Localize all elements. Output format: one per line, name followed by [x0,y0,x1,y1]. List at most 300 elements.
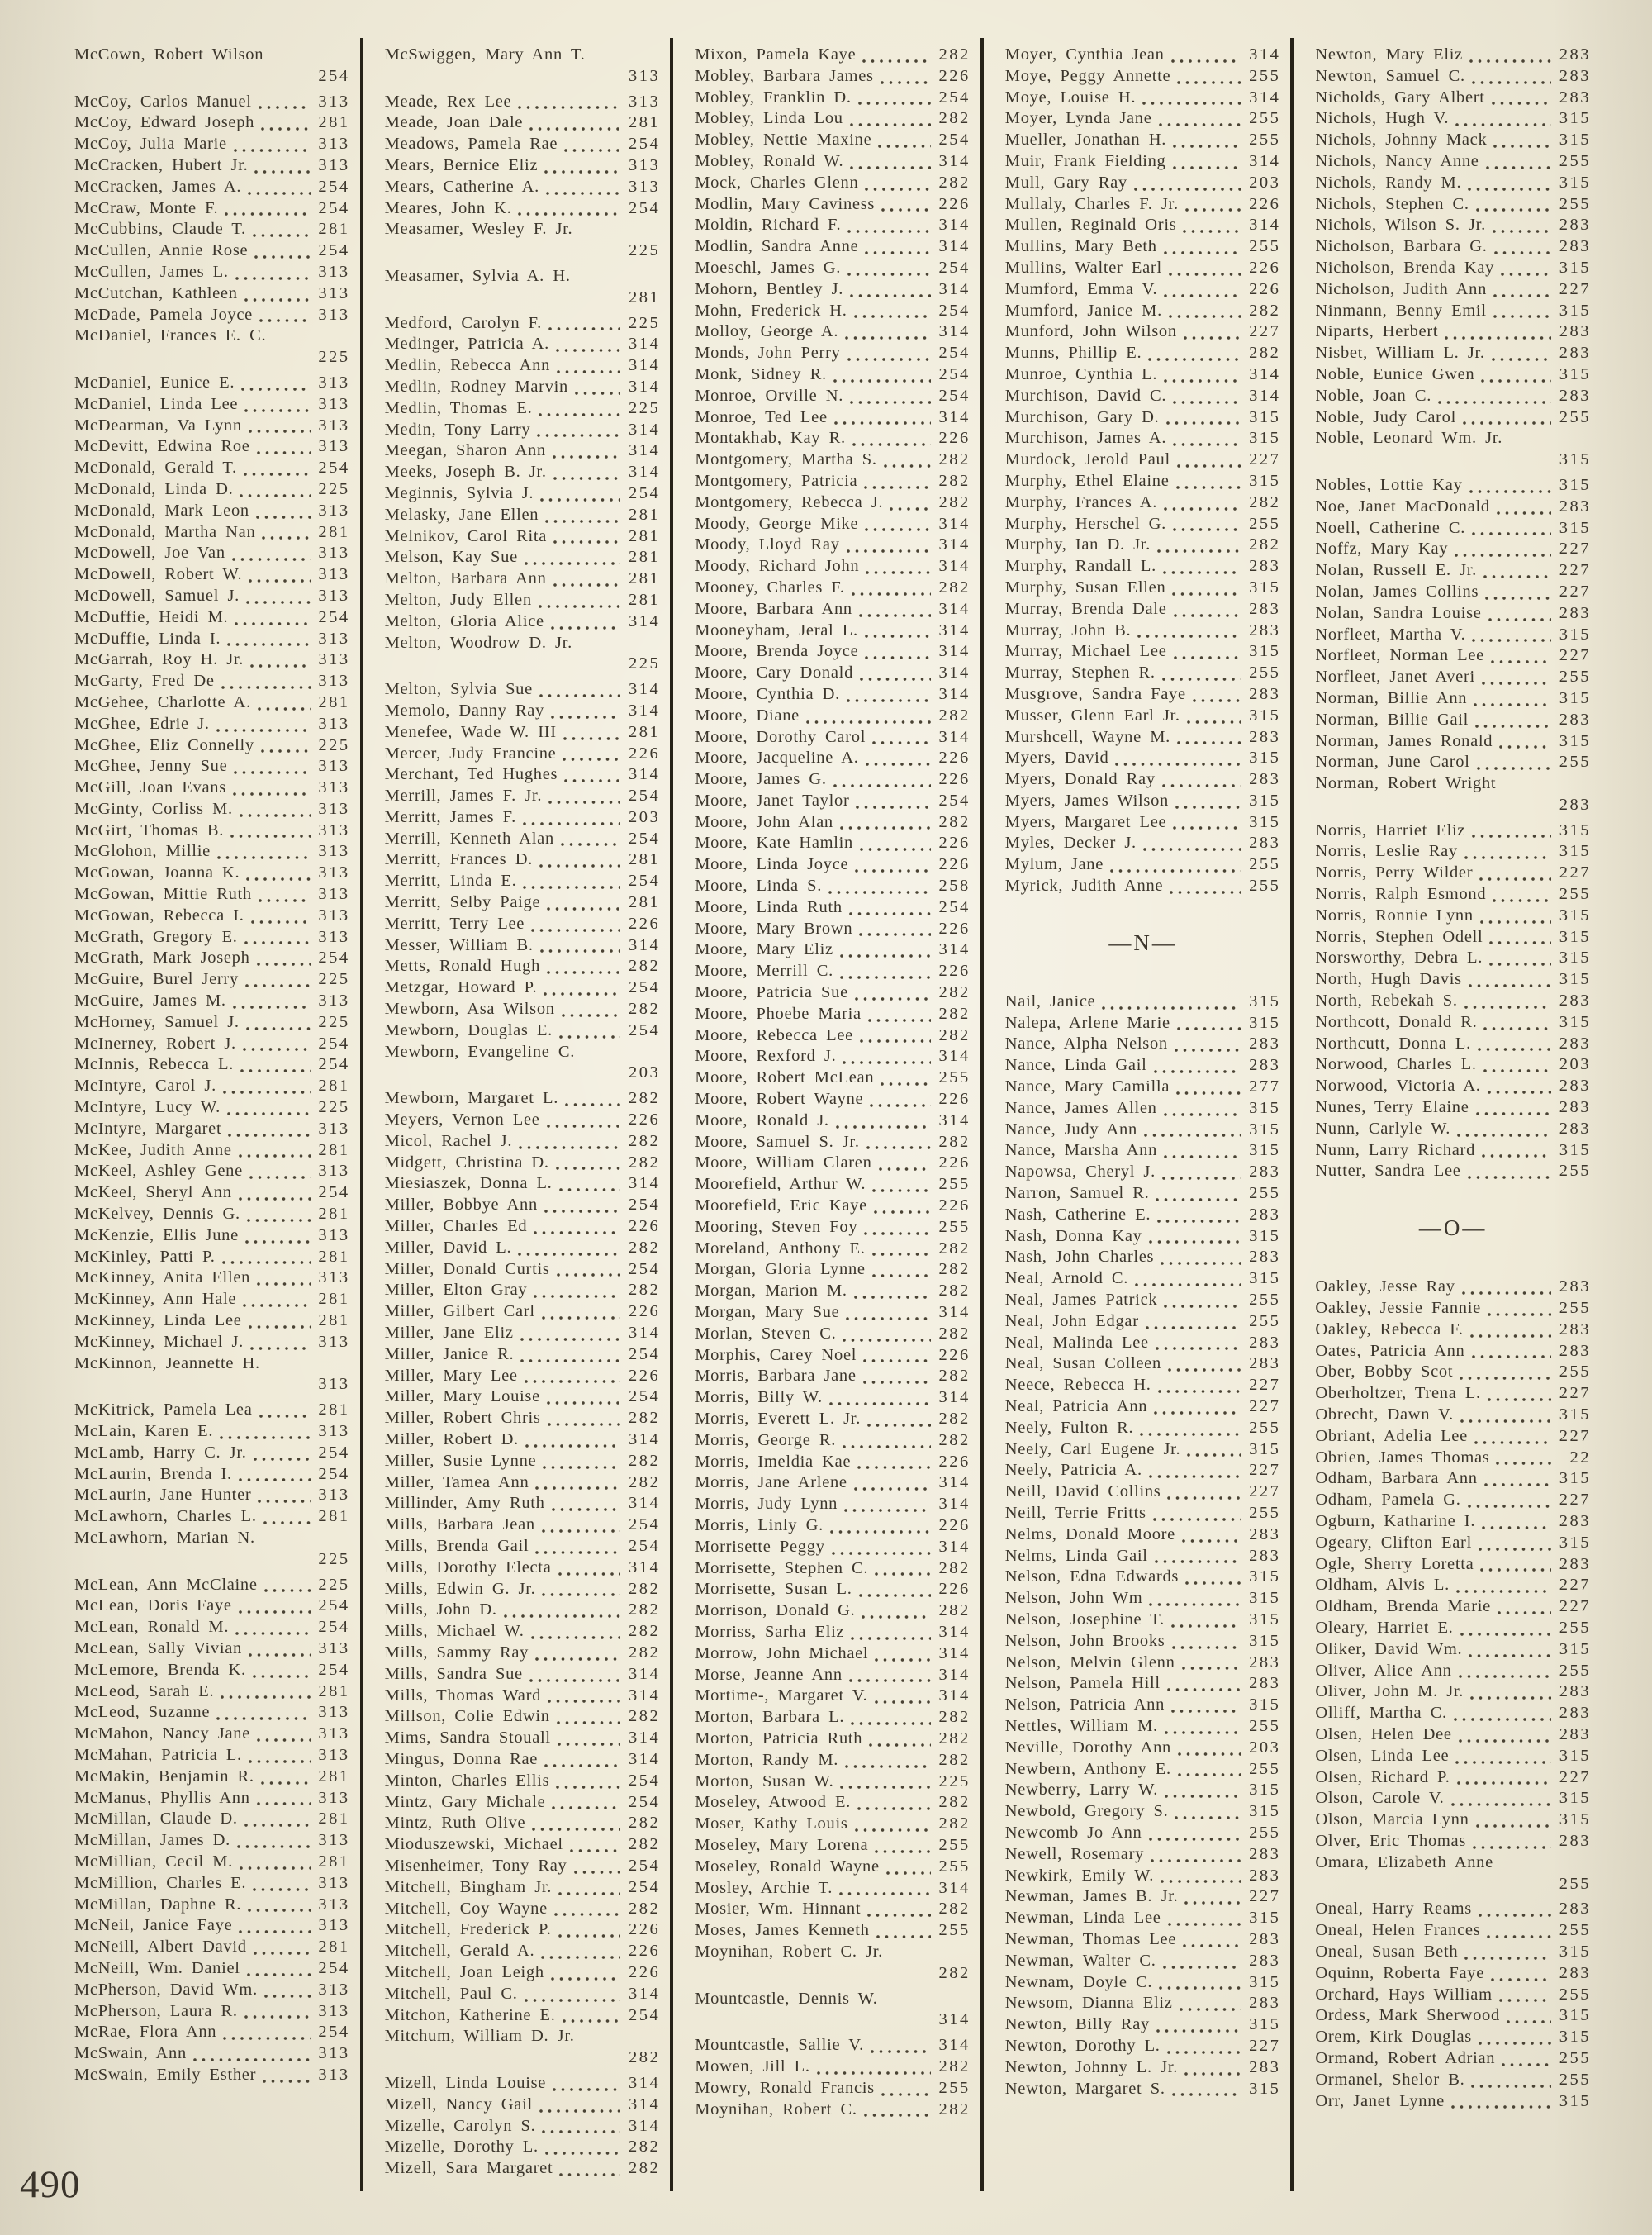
entry-page-number: 314 [628,441,661,460]
entry-name: McIntyre, Margaret [74,1119,222,1138]
entry-page-number: 283 [1249,1163,1281,1182]
dot-leader [553,467,621,483]
entry-name: Norman, James Ronald [1315,731,1493,750]
entry-name: McKenzie, Ellis June [74,1225,239,1244]
entry-page-number: 283 [1559,216,1591,235]
index-entry [695,1025,971,1047]
index-entry [695,919,971,940]
entry-page-number: 255 [938,1835,971,1854]
dot-leader [233,761,310,777]
index-entry [1315,1277,1591,1298]
entry-page-number: 255 [1559,668,1591,687]
dot-leader [1467,178,1551,194]
index-entry [74,1809,350,1830]
entry-page-number: 255 [938,1921,971,1940]
dot-leader [869,1094,930,1110]
entry-name: Norwood, Victoria A. [1315,1077,1481,1096]
dot-leader [244,931,311,948]
index-entry [695,1387,971,1409]
entry-name: McLain, Karen E. [74,1422,214,1440]
dot-leader [235,267,311,283]
entry-page-number: 283 [1559,1554,1591,1573]
entry-page-number: 255 [1559,2070,1591,2089]
entry-page-number: 283 [1559,1277,1591,1296]
dot-leader [518,1136,620,1153]
dot-leader [1483,1059,1551,1076]
entry-name: Misenheimer, Tony Ray [384,1856,567,1875]
dot-leader [1179,1998,1241,2014]
entry-page-number: 313 [318,305,350,324]
index-entry [695,1089,971,1110]
index-entry [74,1958,350,1980]
entry-name: Morrisette Peggy [695,1537,825,1556]
entry-page-number: 255 [938,1217,971,1236]
entry-name: Miller, Robert D. [384,1430,520,1448]
dot-leader [1163,497,1241,514]
index-entry [1315,625,1591,646]
entry-name: McGhee, Edrie J. [74,714,210,733]
index-entry [1315,364,1591,386]
entry-name: McCracken, Hubert Jr. [74,155,249,174]
entry-name: Morris, Jane Arlene [695,1473,847,1492]
entry-name: Moser, Kathy Louis [695,1814,848,1833]
entry-name: Mobley, Linda Lou [695,109,843,128]
dot-leader [1493,241,1551,258]
entry-page-number: 282 [628,1451,661,1470]
index-entry [695,1494,971,1515]
entry-name: Miller, Robert Chris [384,1409,541,1428]
index-entry [74,1204,350,1225]
index-entry [1005,1375,1281,1396]
index-entry [1315,66,1591,88]
index-entry [385,1408,661,1429]
entry-page-number: 283 [1249,1034,1281,1053]
entry-name: Munford, John Wilson [1004,322,1177,341]
index-entry [1005,876,1281,897]
index-entry [695,1132,971,1153]
index-entry [695,471,971,492]
dot-leader [245,868,310,884]
index-entry [695,854,971,876]
index-entry [1315,1054,1591,1076]
entry-page-number: 254 [318,949,350,968]
entry-page-number: 254 [628,1877,661,1896]
entry-page-number: 282 [628,1835,661,1854]
dot-leader [1152,1508,1241,1524]
entry-name: Morton, Patricia Ruth [695,1729,863,1748]
index-entry [1005,1908,1281,1929]
entry-name: Newton, Dorothy L. [1004,2036,1161,2055]
index-entry [1315,2005,1591,2027]
index-entry [695,1110,971,1132]
dot-leader [833,369,931,386]
entry-name: Myers, James Wilson [1004,791,1169,810]
index-entry [74,394,350,416]
dot-leader [865,561,930,578]
index-entry [695,1600,971,1622]
index-entry [74,1937,350,1958]
dot-leader [1462,411,1551,428]
entry-page-number: 315 [1249,578,1281,597]
entry-name: Moore, Dorothy Carol [695,727,866,746]
entry-name: Norris, Perry Wilder [1315,863,1474,882]
index-entry [1315,1899,1591,1920]
entry-page-number: 314 [938,1495,971,1514]
entry-name: Olliff, Martha C. [1315,1704,1447,1723]
dot-leader [1142,92,1241,108]
index-entry [385,155,661,177]
index-entry [695,1472,971,1494]
index-entry [385,219,661,240]
entry-page-number: 313 [318,1422,350,1440]
index-entry [1005,1396,1281,1418]
entry-page-number: 254 [628,483,661,502]
index-entry [385,1515,661,1536]
entry-page-number: 255 [938,1857,971,1876]
dot-leader [1458,1729,1551,1746]
entry-name: Mizelle, Carolyn S. [384,2116,536,2135]
dot-leader [1182,1934,1241,1951]
entry-page-number: 315 [1249,429,1281,448]
entry-page-number: 255 [1559,1299,1591,1318]
entry-name: Mills, Dorothy Electa [384,1557,552,1576]
index-entry [385,1216,661,1238]
entry-page-number: 281 [318,1400,350,1419]
index-entry [74,155,350,177]
dot-leader [871,731,931,748]
index-entry [1315,215,1591,236]
entry-name: Oldham, Alvis L. [1315,1576,1450,1595]
index-entry [74,1767,350,1788]
dot-leader [550,706,620,722]
entry-name: Nunn, Carlyle W. [1315,1119,1451,1138]
dot-leader [544,2142,620,2158]
dot-leader [542,1456,620,1472]
index-entry [385,1020,661,1042]
entry-page-number: 313 [318,927,350,946]
dot-leader [1479,1558,1551,1575]
entry-page-number: 314 [628,1686,661,1705]
index-entry [1315,731,1591,753]
entry-name: Nicholson, Judith Ann [1315,279,1488,298]
entry-page-number: 282 [938,1793,971,1812]
index-entry [74,1421,350,1443]
entry-name: Newnam, Doyle C. [1004,1972,1153,1991]
entry-page-number: 226 [628,1302,661,1321]
dot-leader [1148,1465,1241,1481]
dot-leader [257,1490,310,1506]
entry-name: Ormanel, Shelor B. [1315,2070,1465,2089]
index-entry [74,607,350,629]
entry-page-number: 315 [1249,1610,1281,1629]
entry-page-number: 227 [1249,450,1281,469]
entry-page-number: 315 [1559,625,1591,644]
index-entry [385,266,661,288]
index-entry [695,1239,971,1260]
entry-name: Moore, William Claren [695,1153,872,1172]
entry-name: Moody, Lloyd Ray [695,535,840,554]
entry-page-number: 315 [1559,1810,1591,1829]
entry-name: Nelson, John Wm [1004,1589,1143,1608]
entry-page-number: 314 [938,2036,971,2055]
dot-leader [1464,846,1551,863]
index-entry [1315,194,1591,216]
entry-name: Moye, Louise H. [1004,88,1137,107]
index-entry [385,92,661,113]
index-entry [74,1830,350,1852]
index-entry-continuation [385,240,661,262]
index-entry [74,735,350,757]
dot-leader [261,526,310,543]
entry-name: Norman, Billie Ann [1315,688,1468,707]
entry-name: Nance, Alpha Nelson [1004,1034,1168,1053]
entry-page-number: 281 [628,288,661,307]
index-entry [385,764,661,786]
entry-name: Noble, Joan C. [1315,386,1432,405]
entry-name: Morrow, John Michael [695,1643,869,1662]
entry-page-number: 314 [938,1473,971,1492]
index-entry [1315,1298,1591,1320]
index-entry [74,522,350,544]
entry-name: Messer, William B. [384,935,534,954]
entry-name: Mintz, Ruth Olive [384,1814,526,1833]
entry-name: Narron, Samuel R. [1004,1184,1150,1203]
dot-leader [260,117,310,134]
entry-page-number: 315 [1559,450,1591,469]
dot-leader [1476,757,1551,773]
index-entry [1005,1801,1281,1823]
index-entry [385,2116,661,2138]
entry-name: Mohorn, Bentley J. [695,279,844,298]
entry-name: Moseley, Mary Lorena [695,1835,869,1854]
dot-leader [263,1985,311,2001]
index-entry [695,1665,971,1686]
entry-name: Nichols, Randy M. [1315,173,1462,192]
index-entry [74,2043,350,2065]
index-entry [74,991,350,1012]
entry-page-number: 315 [1249,1269,1281,1288]
index-entry [1315,1703,1591,1724]
entry-page-number: 254 [628,2005,661,2024]
entry-page-number: 203 [1559,1055,1591,1074]
entry-name: McKinnon, Jeannette H. [74,1353,260,1372]
dot-leader [547,1690,620,1706]
index-entry [74,820,350,842]
entry-page-number: 315 [1249,2079,1281,2098]
entry-name: Oneal, Helen Frances [1315,1921,1481,1940]
entry-page-number: 314 [628,335,661,354]
entry-page-number: 315 [1249,1120,1281,1139]
index-entry [1005,621,1281,642]
dot-leader [1481,1516,1551,1533]
entry-page-number: 314 [938,727,971,746]
index-entry [74,1895,350,1916]
entry-name: Mioduszewski, Michael [384,1835,563,1854]
dot-leader [254,160,310,177]
index-entry [695,982,971,1004]
dot-leader [866,1414,931,1430]
entry-name: Nicholson, Brenda Kay [1315,258,1495,277]
entry-page-number: 282 [628,1238,661,1257]
entry-page-number: 254 [318,66,350,85]
dot-leader [1163,284,1241,301]
entry-name: Morrison, Donald G. [695,1601,856,1620]
dot-leader [829,1520,931,1537]
index-entry [1315,539,1591,560]
index-entry [385,1728,661,1749]
entry-name: Neal, John Edgar [1004,1311,1139,1330]
entry-page-number: 225 [318,348,350,367]
entry-name: Norris, Harriet Eliz [1315,820,1466,839]
entry-name: McGuire, Burel Jerry [74,970,239,989]
entry-name: Moore, Ronald J. [695,1110,829,1129]
index-entry [74,884,350,906]
entry-page-number: 314 [938,151,971,170]
entry-name: Morgan, Gloria Lynne [695,1260,866,1279]
entry-name: Nance, Mary Camilla [1004,1077,1170,1096]
index-entry [1315,1320,1591,1341]
entry-name: Nettles, William M. [1004,1716,1158,1735]
entry-page-number: 254 [628,872,661,891]
entry-page-number: 282 [628,1409,661,1428]
entry-page-number: 314 [628,1494,661,1513]
entry-name: Merritt, James F. [384,807,516,826]
entry-page-number: 315 [1559,1405,1591,1424]
index-entry [695,1430,971,1452]
index-entry [74,906,350,927]
entry-page-number: 314 [628,420,661,439]
entry-page-number: 255 [1249,1716,1281,1735]
entry-name: Northcutt, Donna L. [1315,1034,1471,1053]
index-entry [695,1409,971,1430]
entry-name: McMillan, James D. [74,1831,230,1850]
entry-name: Newell, Rosemary [1004,1844,1145,1863]
dot-leader [1156,2019,1241,2036]
entry-name: Murray, Brenda Dale [1004,599,1167,618]
entry-page-number: 254 [318,198,350,217]
dot-leader [1488,931,1551,948]
entry-name: Minton, Charles Ellis [384,1771,550,1790]
entry-name: McMillan, Daphne R. [74,1895,242,1914]
index-entry [385,999,661,1020]
entry-page-number: 227 [1559,561,1591,580]
index-entry [1005,2014,1281,2036]
entry-name: McNeill, Albert David [74,1938,247,1957]
entry-page-number: 254 [938,344,971,363]
entry-page-number: 313 [318,1745,350,1764]
index-entry [695,364,971,386]
index-entry [1005,1055,1281,1077]
entry-page-number: 254 [938,386,971,405]
index-entry [1315,688,1591,710]
index-entry [74,1638,350,1660]
entry-name: Newman, Linda Lee [1004,1909,1161,1928]
index-entry [1005,1695,1281,1716]
dot-leader [1174,1039,1241,1055]
entry-page-number: 313 [318,885,350,904]
index-entry [74,1681,350,1703]
index-entry [385,935,661,957]
index-entry [74,373,350,394]
index-entry [74,1140,350,1162]
dot-leader [249,654,310,671]
index-entry [385,1813,661,1834]
entry-page-number: 226 [938,194,971,213]
entry-page-number: 255 [1559,1921,1591,1940]
entry-name: Mitchell, Joan Leigh [384,1962,544,1981]
entry-page-number: 254 [318,1464,350,1483]
entry-name: McGowan, Joanna K. [74,863,240,882]
entry-page-number: 283 [1559,1682,1591,1701]
entry-name: Mowry, Ronald Francis [695,2078,875,2097]
entry-page-number: 313 [318,501,350,520]
dot-leader [866,1136,931,1153]
index-entry [385,722,661,744]
dot-leader [224,202,310,219]
dot-leader [522,812,620,829]
entry-name: McDonald, Mark Leon [74,501,249,520]
entry-name: Mooney, Charles F. [695,578,845,597]
dot-leader [1163,369,1241,386]
entry-name: Moorefield, Arthur W. [695,1175,866,1194]
entry-name: Neely, Fulton R. [1004,1418,1134,1437]
entry-name: Ogle, Sherry Loretta [1315,1554,1474,1573]
entry-page-number: 255 [938,1068,971,1087]
entry-page-number: 314 [628,377,661,396]
entry-name: Moore, Phoebe Maria [695,1004,862,1023]
entry-page-number: 255 [1249,514,1281,533]
entry-page-number: 254 [628,978,661,997]
index-entry [1005,833,1281,854]
dot-leader [1173,646,1241,663]
dot-leader [552,2078,620,2095]
dot-leader [1150,1849,1241,1866]
index-entry [385,2073,661,2095]
index-entry [1005,1268,1281,1290]
entry-name: McKee, Judith Anne [74,1140,232,1159]
entry-page-number: 313 [318,1225,350,1244]
entry-name: Moore, Jacqueline A. [695,749,859,768]
index-entry [1005,1567,1281,1588]
entry-page-number: 255 [1249,237,1281,256]
index-entry [695,578,971,599]
dot-leader [864,646,930,663]
entry-name: Medford, Carolyn F. [384,313,542,332]
entry-name: Nalepa, Arlene Marie [1004,1013,1170,1032]
dot-leader [558,1025,620,1042]
entry-name: Olsen, Linda Lee [1315,1746,1450,1765]
entry-name: Moldin, Richard F. [695,216,842,235]
entry-name: McMillan, Claude D. [74,1809,238,1828]
dot-leader [234,612,310,629]
index-entry [695,556,971,578]
index-entry [695,1515,971,1537]
entry-page-number: 254 [318,1055,350,1074]
index-entry [695,492,971,514]
entry-page-number: 283 [1559,1034,1591,1053]
entry-page-number: 313 [318,714,350,733]
entry-name: Newton, Billy Ray [1004,2015,1150,2034]
entry-page-number: 313 [318,416,350,435]
entry-page-number: 283 [1249,1866,1281,1885]
entry-name: Moore, Robert McLean [695,1068,875,1087]
index-entry [74,219,350,240]
entry-name: Mills, Sammy Ray [384,1643,529,1662]
entry-page-number: 225 [318,970,350,989]
dot-leader [1182,220,1241,236]
entry-page-number: 283 [1249,1546,1281,1565]
entry-name: Norman, Robert Wright [1315,774,1497,793]
